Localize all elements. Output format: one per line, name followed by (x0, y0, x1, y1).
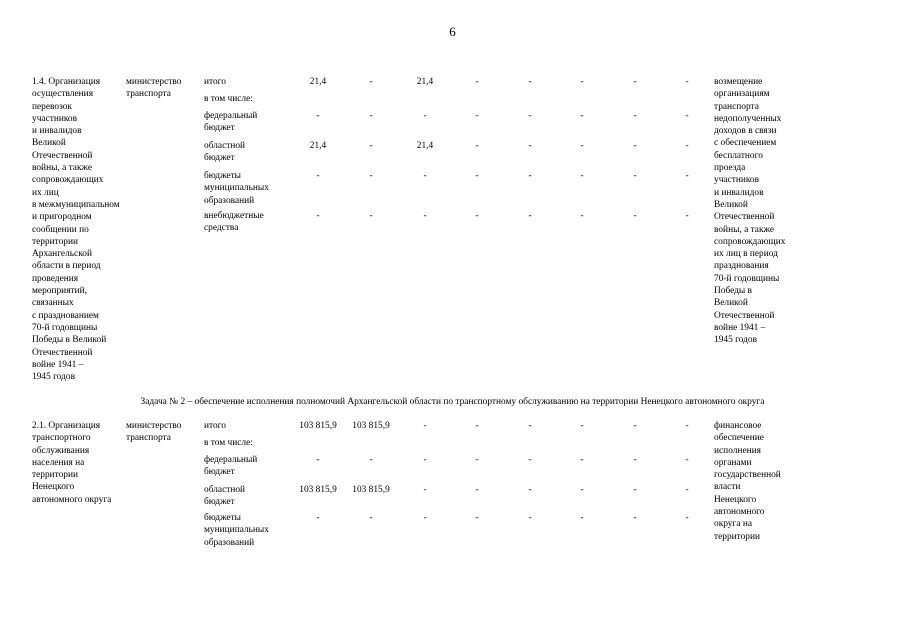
funding-source-label: итого (204, 77, 226, 87)
measure-2-1-text: 2.1. Организация транспортного обслуживания населения на территории Ненецкого автономного округа (32, 421, 112, 505)
funding-value-cell: - (633, 171, 637, 181)
funding-value-cell: - (528, 421, 532, 431)
funding-source-label: федеральный бюджет (204, 455, 258, 478)
funding-value-cell: - (633, 485, 637, 495)
funding-source-label: бюджеты муниципальных образований (204, 171, 269, 206)
funding-value-cell: - (475, 77, 479, 87)
funding-value-cell: - (633, 141, 637, 151)
page-number: 6 (449, 24, 456, 39)
funding-value-cell: - (633, 455, 637, 465)
funding-value-cell: - (316, 455, 320, 465)
funding-value-cell: - (369, 77, 373, 87)
funding-value-cell: - (423, 111, 427, 121)
funding-value-cell: - (369, 513, 373, 523)
executor-2-1: министерство транспорта (126, 421, 182, 444)
funding-value-cell: - (369, 211, 373, 221)
funding-value-cell: 103 815,9 (352, 421, 390, 431)
funding-source-label: бюджеты муниципальных образований (204, 513, 269, 548)
funding-value-cell: 103 815,9 (352, 485, 390, 495)
funding-source-label: в том числе: (204, 438, 253, 448)
funding-value-cell: - (475, 141, 479, 151)
funding-value-cell: - (580, 211, 584, 221)
funding-value-cell: 103 815,9 (299, 485, 337, 495)
funding-value-cell: - (528, 77, 532, 87)
funding-value-cell: 21,4 (309, 77, 327, 87)
funding-value-cell: - (528, 141, 532, 151)
funding-value-cell: - (633, 111, 637, 121)
funding-value-cell: 21,4 (416, 77, 434, 87)
funding-value-cell: - (475, 211, 479, 221)
funding-source-label: итого (204, 421, 226, 431)
funding-value-cell: - (633, 77, 637, 87)
funding-source-label: внебюджетные средства (204, 211, 264, 234)
funding-value-cell: - (423, 211, 427, 221)
funding-value-cell: - (685, 111, 689, 121)
funding-value-cell: - (580, 111, 584, 121)
funding-value-cell: - (580, 455, 584, 465)
funding-value-cell: - (528, 111, 532, 121)
funding-value-cell: - (423, 513, 427, 523)
funding-value-cell: - (528, 455, 532, 465)
funding-value-cell: - (316, 111, 320, 121)
funding-value-cell: - (423, 421, 427, 431)
funding-value-cell: - (423, 171, 427, 181)
funding-value-cell: - (316, 171, 320, 181)
funding-value-cell: - (685, 455, 689, 465)
funding-value-cell: - (685, 513, 689, 523)
funding-source-label: федеральный бюджет (204, 111, 258, 134)
funding-source-label: областной бюджет (204, 485, 246, 508)
funding-value-cell: - (633, 211, 637, 221)
funding-value-cell: - (528, 171, 532, 181)
funding-value-cell: - (423, 485, 427, 495)
funding-value-cell: - (580, 513, 584, 523)
executor-1-4: министерство транспорта (126, 77, 182, 100)
funding-value-cell: - (475, 455, 479, 465)
result-2-1-text: финансовое обеспечение исполнения органами государственной власти Ненецкого автономного округа на территории (714, 421, 781, 542)
funding-value-cell: - (633, 513, 637, 523)
funding-value-cell: - (685, 211, 689, 221)
funding-source-label: в том числе: (204, 94, 253, 104)
funding-value-cell: - (369, 455, 373, 465)
result-1-4-text: возмещение организациям транспорта недополученных доходов в связи с обеспечением бесплатного проезда участников и инвалидов Великой Отечественной войны, а также сопровождающих их лиц в период празднования 70-й годовщины Победы в Великой Отечественной войне 1941 – 1945 годов (714, 77, 786, 346)
funding-value-cell: - (423, 455, 427, 465)
funding-value-cell: - (685, 77, 689, 87)
funding-value-cell: - (528, 211, 532, 221)
funding-value-cell: - (369, 111, 373, 121)
funding-value-cell: 103 815,9 (299, 421, 337, 431)
funding-value-cell: - (316, 211, 320, 221)
funding-value-cell: - (475, 171, 479, 181)
funding-value-cell: - (475, 513, 479, 523)
funding-value-cell: - (528, 485, 532, 495)
funding-value-cell: - (475, 111, 479, 121)
funding-value-cell: 21,4 (309, 141, 327, 151)
funding-value-cell: - (369, 171, 373, 181)
funding-value-cell: - (685, 421, 689, 431)
funding-value-cell: 21,4 (416, 141, 434, 151)
task-2-heading: Задача № 2 – обеспечение исполнения полномочий Архангельской области по транспортному обслуживанию на территории Ненецкого автономного округа (140, 397, 765, 407)
funding-value-cell: - (580, 421, 584, 431)
funding-value-cell: - (580, 141, 584, 151)
funding-value-cell: - (685, 171, 689, 181)
funding-value-cell: - (475, 485, 479, 495)
funding-value-cell: - (633, 421, 637, 431)
funding-value-cell: - (580, 171, 584, 181)
funding-value-cell: - (685, 485, 689, 495)
funding-source-label: областной бюджет (204, 141, 246, 164)
funding-value-cell: - (475, 421, 479, 431)
measure-1-4-text: 1.4. Организация осуществления перевозок участников и инвалидов Великой Отечественной войны, а также сопровождающих их лиц в межмуниципальном и пригородном сообщении по территории Архангельской области в период проведения мероприятий, связанных с празднованием 70-й годовщины Победы в Великой Отечественной войне 1941 – 1945 годов (32, 77, 120, 383)
funding-value-cell: - (580, 485, 584, 495)
funding-value-cell: - (528, 513, 532, 523)
funding-value-cell: - (685, 141, 689, 151)
funding-value-cell: - (580, 77, 584, 87)
funding-value-cell: - (316, 513, 320, 523)
funding-value-cell: - (369, 141, 373, 151)
